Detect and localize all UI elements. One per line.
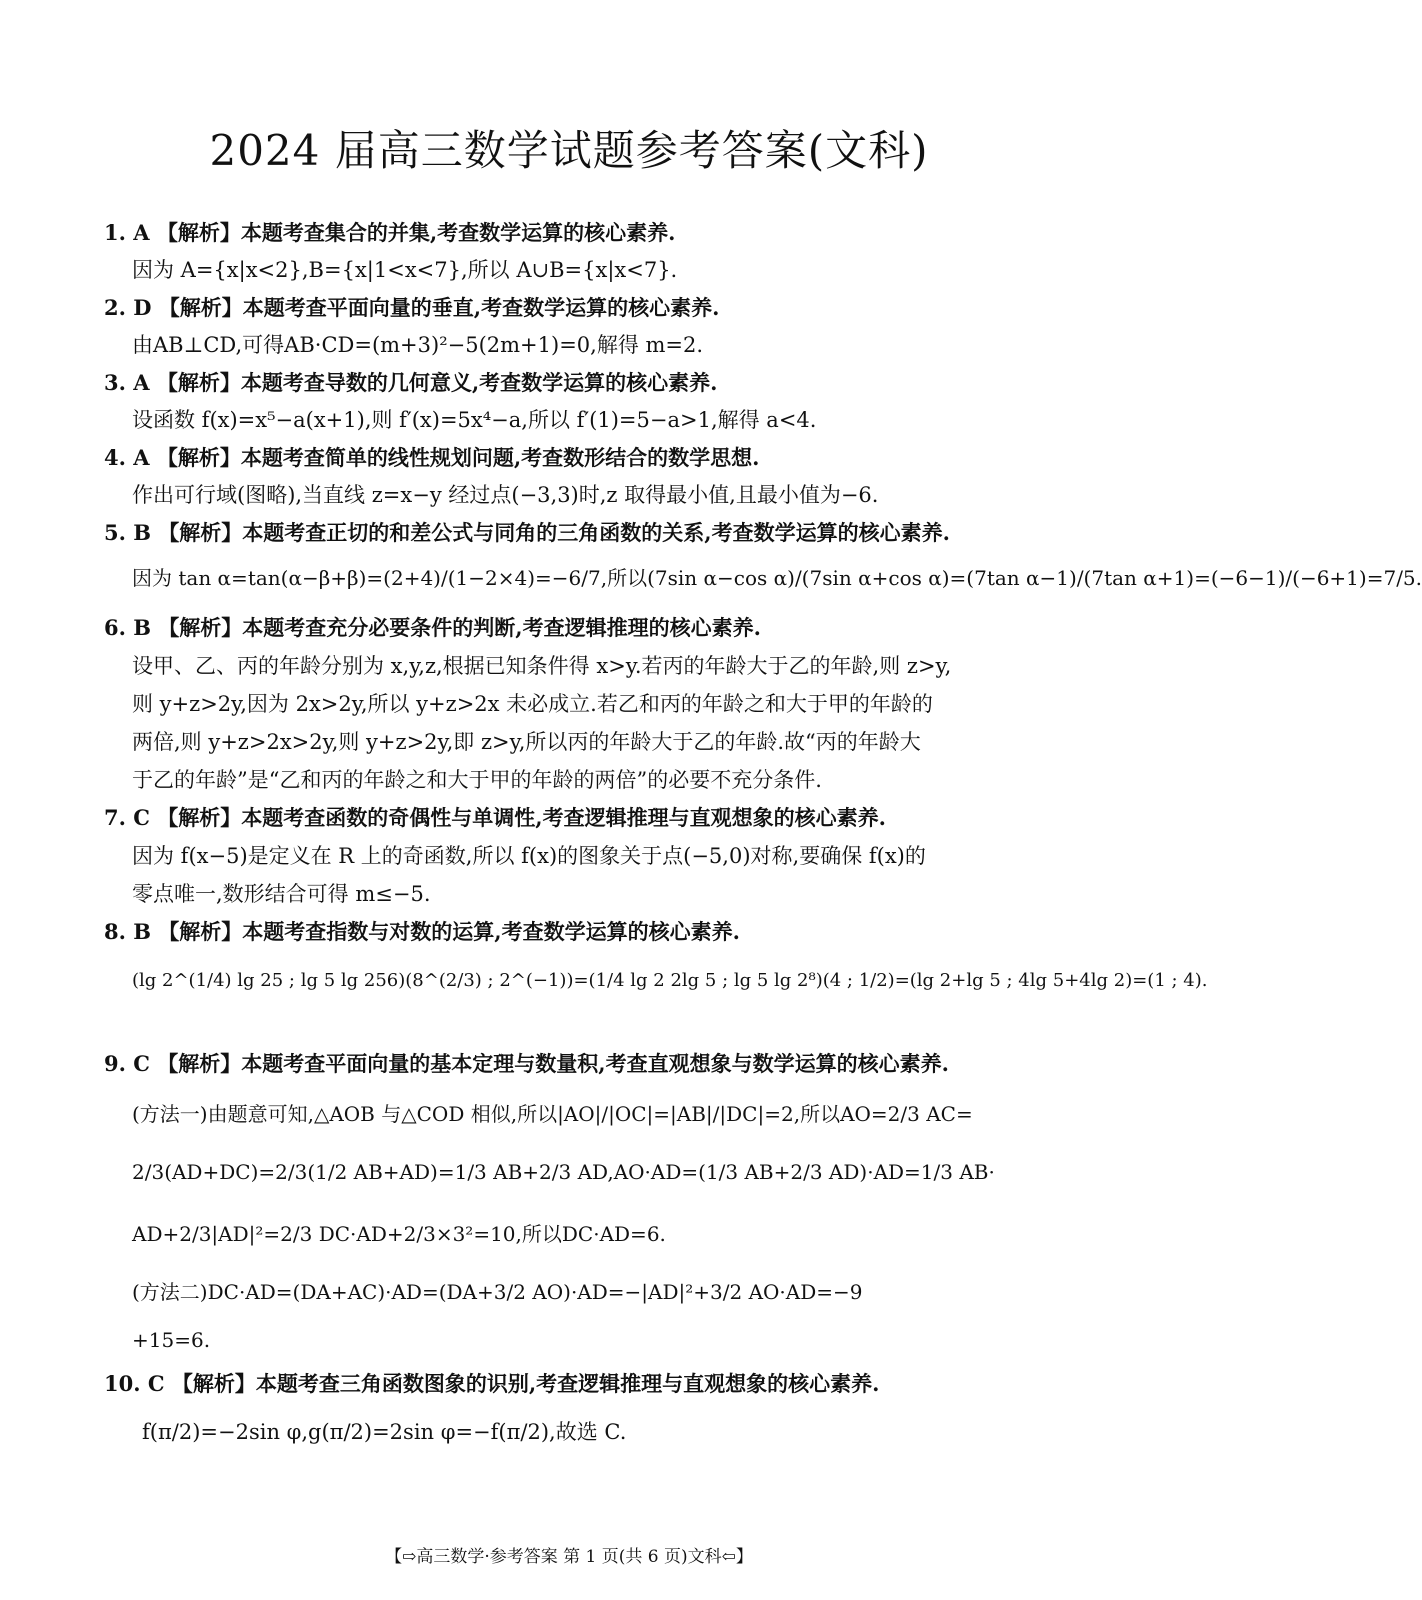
item-9-line-5: +15=6.	[132, 1328, 211, 1352]
item-9-line-3: AD+2/3|AD|²=2/3 DC·AD+2/3×3²=10,所以DC·AD=6.	[132, 1222, 666, 1246]
item-4-line-1: 作出可行域(图略),当直线 z=x−y 经过点(−3,3)时,z 取得最小值,且最小值为−6.	[132, 483, 879, 507]
item-1-heading: 1. A 【解析】本题考查集合的并集,考查数学运算的核心素养.	[104, 220, 676, 245]
item-4-heading: 4. A 【解析】本题考查简单的线性规划问题,考查数形结合的数学思想.	[104, 445, 760, 470]
item-10-heading: 10. C 【解析】本题考查三角函数图象的识别,考查逻辑推理与直观想象的核心素养.	[104, 1371, 880, 1396]
item-6-line-3: 两倍,则 y+z>2x>2y,则 y+z>2y,即 z>y,所以丙的年龄大于乙的年龄.故“丙的年龄大	[132, 730, 921, 754]
item-7-line-2: 零点唯一,数形结合可得 m≤−5.	[132, 882, 431, 906]
item-9-line-2: 2/3(AD+DC)=2/3(1/2 AB+AD)=1/3 AB+2/3 AD,AO·AD=(1/3 AB+2/3 AD)·AD=1/3 AB·	[132, 1160, 995, 1184]
item-9-heading: 9. C 【解析】本题考查平面向量的基本定理与数量积,考查直观想象与数学运算的核心素养.	[104, 1051, 949, 1076]
item-3-line-1: 设函数 f(x)=x⁵−a(x+1),则 f′(x)=5x⁴−a,所以 f′(1)=5−a>1,解得 a<4.	[132, 408, 817, 432]
item-9-line-1: (方法一)由题意可知,△AOB 与△COD 相似,所以|AO|/|OC|=|AB|/|DC|=2,所以AO=2/3 AC=	[132, 1102, 973, 1126]
page-title: 2024 届高三数学试题参考答案(文科)	[209, 126, 929, 175]
item-6-heading: 6. B 【解析】本题考查充分必要条件的判断,考查逻辑推理的核心素养.	[104, 615, 761, 640]
page-footer: 【⇨高三数学·参考答案 第 1 页(共 6 页)文科⇦】	[385, 1547, 753, 1567]
item-3-heading: 3. A 【解析】本题考查导数的几何意义,考查数学运算的核心素养.	[104, 370, 718, 395]
item-5-line-1: 因为 tan α=tan(α−β+β)=(2+4)/(1−2×4)=−6/7,所以(7sin α−cos α)/(7sin α+cos α)=(7tan α−1)/(7tan α+1)=(−6−1)/(−6+1)=7/5.	[132, 566, 1422, 590]
item-1-line-1: 因为 A={x|x<2},B={x|1<x<7},所以 A∪B={x|x<7}.	[132, 258, 678, 282]
item-6-line-1: 设甲、乙、丙的年龄分别为 x,y,z,根据已知条件得 x>y.若丙的年龄大于乙的年龄,则 z>y,	[132, 654, 952, 678]
item-8-heading: 8. B 【解析】本题考查指数与对数的运算,考查数学运算的核心素养.	[104, 919, 740, 944]
item-2-line-1: 由AB⊥CD,可得AB·CD=(m+3)²−5(2m+1)=0,解得 m=2.	[132, 333, 704, 357]
item-7-line-1: 因为 f(x−5)是定义在 R 上的奇函数,所以 f(x)的图象关于点(−5,0)对称,要确保 f(x)的	[132, 844, 926, 868]
item-2-heading: 2. D 【解析】本题考查平面向量的垂直,考查数学运算的核心素养.	[104, 295, 720, 320]
item-6-line-2: 则 y+z>2y,因为 2x>2y,所以 y+z>2x 未必成立.若乙和丙的年龄之和大于甲的年龄的	[132, 692, 933, 716]
item-10-line-1: f(π/2)=−2sin φ,g(π/2)=2sin φ=−f(π/2),故选 C.	[142, 1420, 627, 1444]
item-7-heading: 7. C 【解析】本题考查函数的奇偶性与单调性,考查逻辑推理与直观想象的核心素养.	[104, 805, 886, 830]
item-6-line-4: 于乙的年龄”是“乙和丙的年龄之和大于甲的年龄的两倍”的必要不充分条件.	[132, 768, 822, 792]
item-5-heading: 5. B 【解析】本题考查正切的和差公式与同角的三角函数的关系,考查数学运算的核心素养.	[104, 520, 950, 545]
item-9-line-4: (方法二)DC·AD=(DA+AC)·AD=(DA+3/2 AO)·AD=−|AD|²+3/2 AO·AD=−9	[132, 1280, 863, 1304]
item-8-matrix-line: (lg 2^(1/4) lg 25 ; lg 5 lg 256)(8^(2/3) ; 2^(−1))=(1/4 lg 2 2lg 5 ; lg 5 lg 2⁸)(4 ; 1/2)=(lg 2+lg 5 ; 4lg 5+4lg 2)=(1 ; 4).	[132, 970, 1208, 991]
